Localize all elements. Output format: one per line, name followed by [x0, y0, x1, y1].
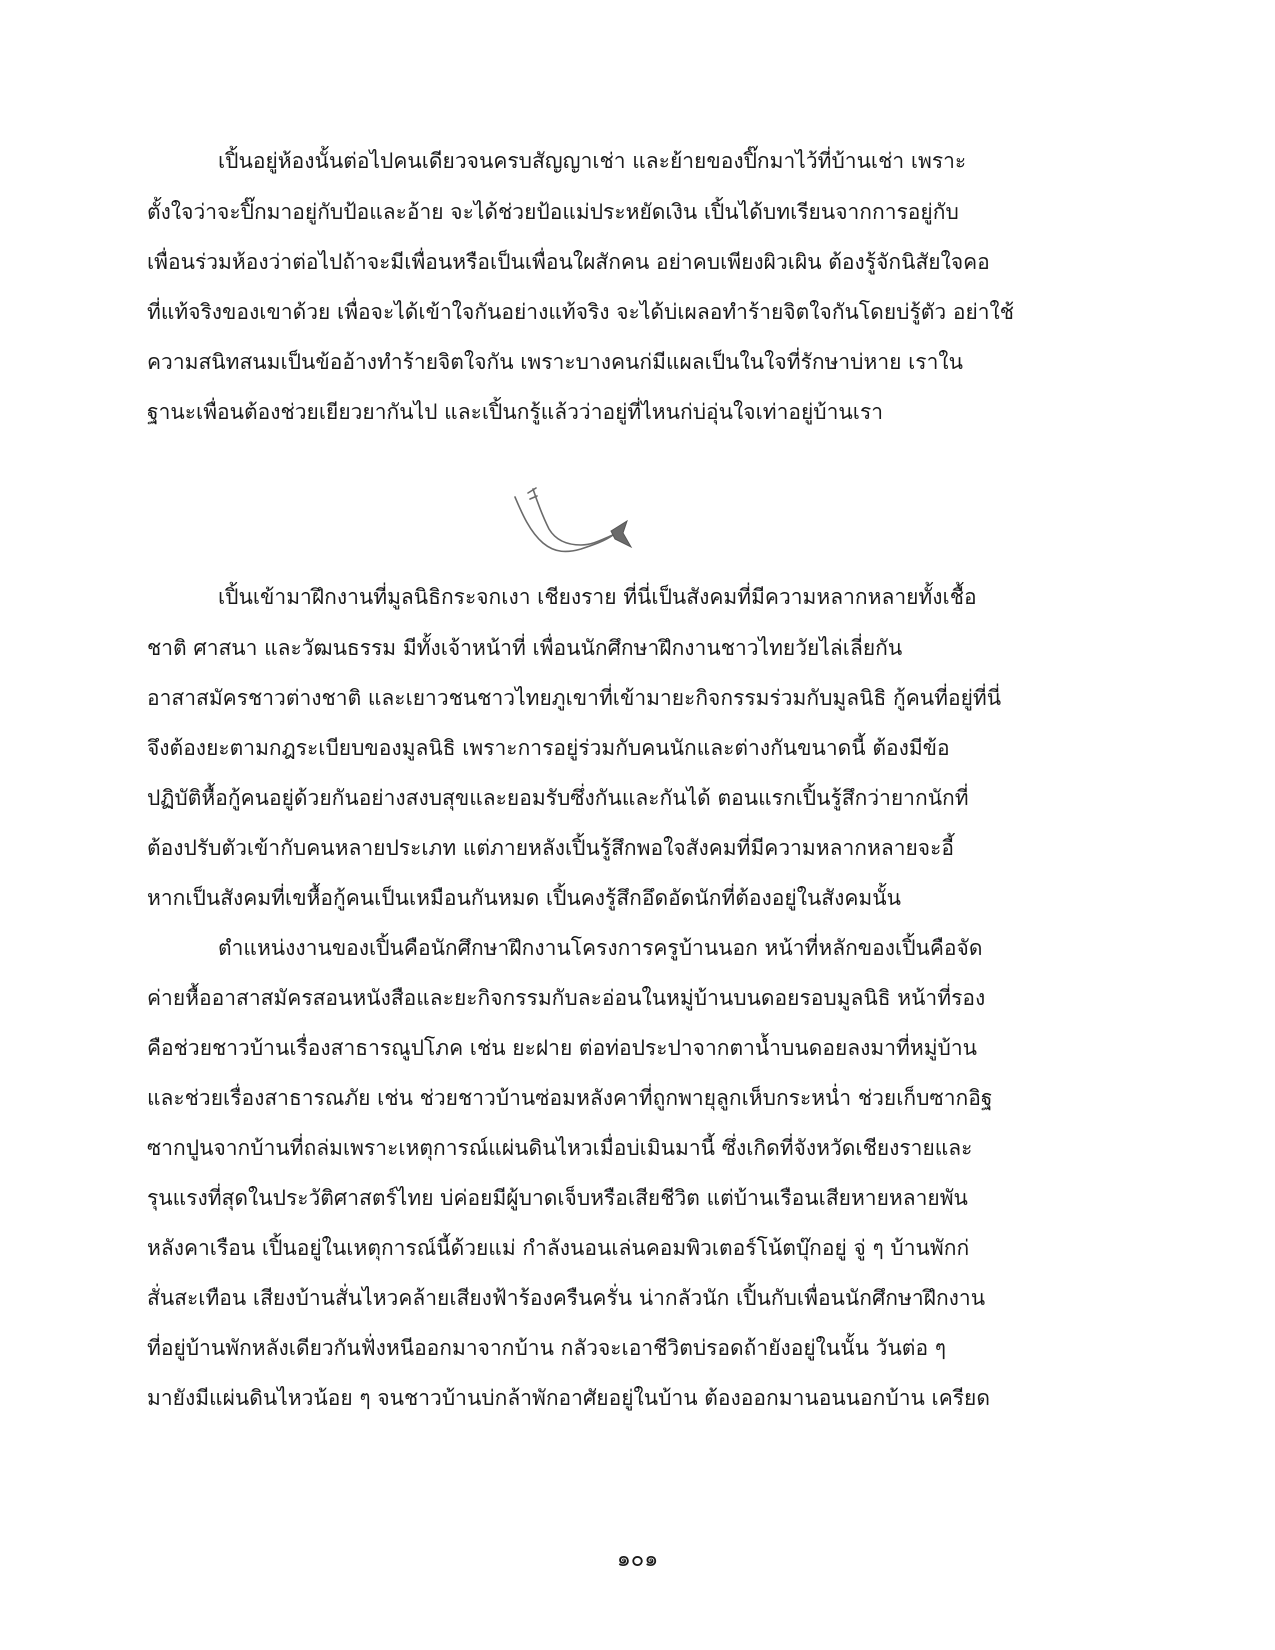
paragraph-3-line-5: ซากปูนจากบ้านที่ถล่มเพราะเหตุการณ์แผ่นดินไหวเมื่อบ่เมินมานี้ ซึ่งเกิดที่จังหวัดเชียงรายและ: [147, 1136, 973, 1160]
paragraph-3-line-8: สั่นสะเทือน เสียงบ้านสั่นไหวคล้ายเสียงฟ้าร้องครืนครั่น น่ากลัวนัก เปิ้นกับเพื่อนนักศึกษาฝึกงาน: [147, 1286, 986, 1310]
paragraph-2-line-5: ปฏิบัติหื้อกู้คนอยู่ด้วยกันอย่างสงบสุขและยอมรับซึ่งกันและกันได้ ตอนแรกเปิ้นรู้สึกว่ายากนักที่: [147, 786, 969, 810]
paragraph-1-line-1: เปิ้นอยู่ห้องนั้นต่อไปคนเดียวจนครบสัญญาเช่า และย้ายของปิ๊กมาไว้ที่บ้านเช่า เพราะ: [218, 149, 967, 173]
paragraph-3-line-3: คือช่วยชาวบ้านเรื่องสาธารณูปโภค เช่น ยะฝาย ต่อท่อประปาจากตาน้ำบนดอยลงมาที่หมู่บ้าน: [147, 1036, 978, 1060]
paragraph-3-line-7: หลังคาเรือน เปิ้นอยู่ในเหตุการณ์นี้ด้วยแม่ กำลังนอนเล่นคอมพิวเตอร์โน้ตบุ๊กอยู่ จู่ ๆ บ้านพักก่: [147, 1236, 970, 1260]
paragraph-1-line-6: ฐานะเพื่อนต้องช่วยเยียวยากันไป และเปิ้นกรู้แล้วว่าอยู่ที่ไหนก่บ่อุ่นใจเท่าอยู่บ้านเรา: [147, 400, 884, 424]
page-number: ๑๐๑: [616, 1547, 659, 1572]
paragraph-2-line-1: เปิ้นเข้ามาฝึกงานที่มูลนิธิกระจกเงา เชียงราย ที่นี่เป็นสังคมที่มีความหลากหลายทั้งเชื้อ: [218, 585, 977, 609]
paragraph-2-line-3: อาสาสมัครชาวต่างชาติ และเยาวชนชาวไทยภูเขาที่เข้ามายะกิจกรรมร่วมกับมูลนิธิ กู้คนที่อยู่ที่นี่: [147, 686, 1002, 710]
paragraph-1-line-4: ที่แท้จริงของเขาด้วย เพื่อจะได้เข้าใจกันอย่างแท้จริง จะได้บ่เผลอทำร้ายจิตใจกันโดยบ่รู้ตัว อย่าใช้: [147, 300, 1015, 324]
paragraph-3-line-4: และช่วยเรื่องสาธารณภัย เช่น ช่วยชาวบ้านซ่อมหลังคาที่ถูกพายุลูกเห็บกระหน่ำ ช่วยเก็บซากอิฐ: [147, 1086, 993, 1110]
paragraph-2-line-7: หากเป็นสังคมที่เขหื้อกู้คนเป็นเหมือนกันหมด เปิ้นคงรู้สึกอึดอัดนักที่ต้องอยู่ในสังคมนั้น: [147, 886, 901, 910]
paragraph-1-line-3: เพื่อนร่วมห้องว่าต่อไปถ้าจะมีเพื่อนหรือเป็นเพื่อนใผสักคน อย่าคบเพียงผิวเผิน ต้องรู้จักนิสัยใจคอ: [147, 250, 990, 274]
paragraph-3-line-9: ที่อยู่บ้านพักหลังเดียวกันฟั่งหนีออกมาจากบ้าน กลัวจะเอาชีวิตบ่รอดถ้ายังอยู่ในนั้น วันต่อ ๆ: [147, 1336, 947, 1360]
arrow-ornament-icon: [513, 487, 643, 577]
paragraph-1-line-2: ตั้งใจว่าจะปิ๊กมาอยู่กับป้อและอ้าย จะได้ช่วยป้อแม่ประหยัดเงิน เปิ้นได้บทเรียนจากการอยู่กับ: [147, 200, 959, 224]
paragraph-2-line-2: ชาติ ศาสนา และวัฒนธรรม มีทั้งเจ้าหน้าที่ เพื่อนนักศึกษาฝึกงานชาวไทยวัยไล่เลี่ยกัน: [147, 636, 903, 660]
paragraph-2-line-6: ต้องปรับตัวเข้ากับคนหลายประเภท แต่ภายหลังเปิ้นรู้สึกพอใจสังคมที่มีความหลากหลายจะอี้: [147, 836, 954, 860]
paragraph-3-line-6: รุนแรงที่สุดในประวัติศาสตร์ไทย บ่ค่อยมีผู้บาดเจ็บหรือเสียชีวิต แต่บ้านเรือนเสียหายหลายพัน: [147, 1186, 968, 1210]
paragraph-1-line-5: ความสนิทสนมเป็นข้ออ้างทำร้ายจิตใจกัน เพราะบางคนก่มีแผลเป็นในใจที่รักษาบ่หาย เราใน: [147, 350, 963, 374]
paragraph-2-line-4: จึงต้องยะตามกฎระเบียบของมูลนิธิ เพราะการอยู่ร่วมกับคนนักและต่างกันขนาดนี้ ต้องมีข้อ: [147, 736, 950, 760]
paragraph-3-line-1: ตำแหน่งงานของเปิ้นคือนักศึกษาฝึกงานโครงการครูบ้านนอก หน้าที่หลักของเปิ้นคือจัด: [218, 936, 983, 960]
paragraph-3-line-10: มายังมีแผ่นดินไหวน้อย ๆ จนชาวบ้านบ่กล้าพักอาศัยอยู่ในบ้าน ต้องออกมานอนนอกบ้าน เครียด: [147, 1386, 990, 1410]
paragraph-3-line-2: ค่ายหื้ออาสาสมัครสอนหนังสือและยะกิจกรรมกับละอ่อนในหมู่บ้านบนดอยรอบมูลนิธิ หน้าที่รอง: [147, 986, 986, 1010]
